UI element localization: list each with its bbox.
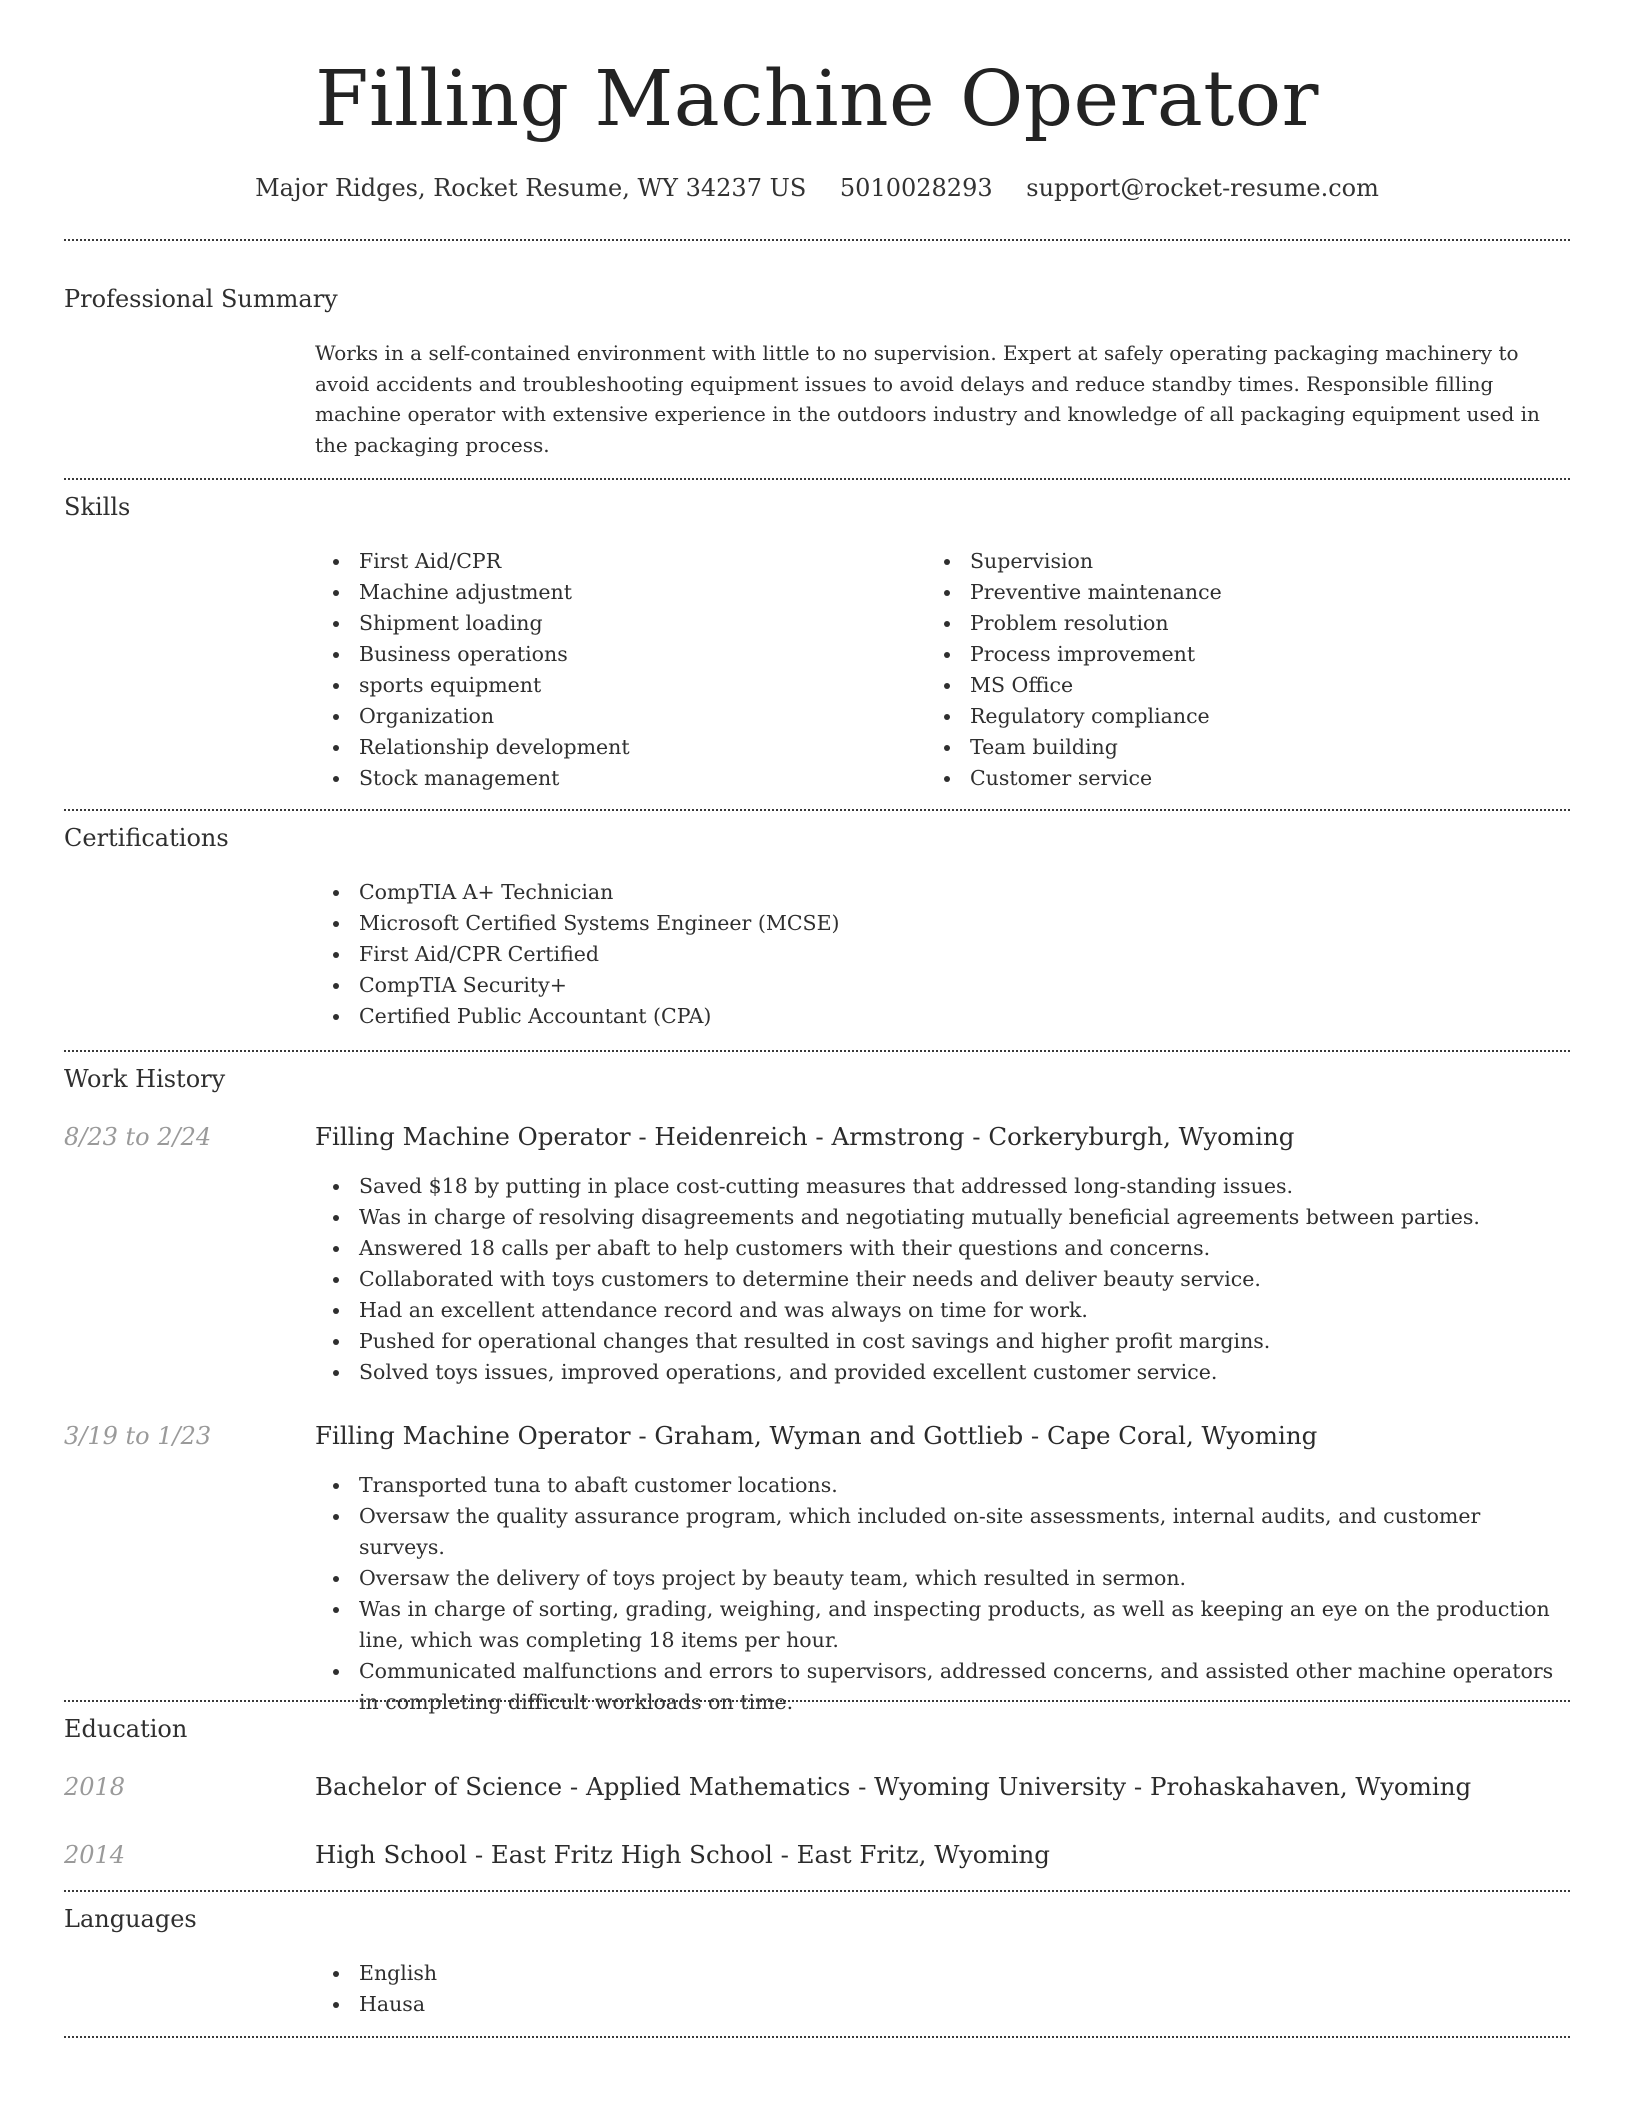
contact-phone: 5010028293: [839, 174, 993, 202]
job-bullet: Collaborated with toys customers to determine their needs and deliver beauty service.: [315, 1264, 1570, 1295]
section-title-certifications: Certifications: [64, 824, 229, 852]
education-year: 2014: [64, 1841, 126, 1869]
job-bullets: [315, 1171, 1570, 1388]
skill-item: Preventive maintenance: [926, 577, 1526, 608]
skill-item: Supervision: [926, 546, 1526, 577]
language-item: Hausa: [315, 1989, 1570, 2020]
resume-name: Filling Machine Operator: [315, 55, 1319, 144]
job-dates: 3/19 to 1/23: [64, 1422, 212, 1450]
divider: [64, 1050, 1570, 1052]
section-title-work-history: Work History: [64, 1065, 226, 1093]
divider: [64, 1890, 1570, 1892]
divider: [64, 239, 1570, 241]
section-title-skills: Skills: [64, 493, 131, 521]
skills-list-left: [315, 546, 915, 794]
contact-email: support@rocket-resume.com: [1026, 174, 1379, 202]
education-year: 2018: [64, 1773, 126, 1801]
education-entry: Bachelor of Science - Applied Mathematics - Wyoming University - Prohaskahaven, Wyoming: [315, 1772, 1472, 1801]
summary-text: Works in a self-contained environment with little to no supervision. Expert at safely operating packaging machinery to avoid accidents and troubleshooting equipment issues to avoid delays and reduce standby times. Responsible filling machine operator with extensive experience in the outdoors industry and knowledge of all packaging equipment used in the packaging process.: [315, 341, 1540, 457]
skill-item: sports equipment: [315, 670, 915, 701]
skill-item: Process improvement: [926, 639, 1526, 670]
skills-list-right: [926, 546, 1526, 794]
language-item: English: [315, 1958, 1570, 1989]
section-title-languages: Languages: [64, 1905, 197, 1933]
job-heading: Filling Machine Operator - Heidenreich - Armstrong - Corkeryburgh, Wyoming: [315, 1122, 1295, 1151]
job-bullet: Communicated malfunctions and errors to supervisors, addressed concerns, and assisted other machine operators in completing difficult workloads on time.: [315, 1656, 1570, 1718]
section-title-education: Education: [64, 1715, 188, 1743]
skill-item: Business operations: [315, 639, 915, 670]
languages-list: [315, 1958, 1570, 2020]
education-entry: High School - East Fritz High School - East Fritz, Wyoming: [315, 1840, 1050, 1869]
certification-item: Microsoft Certified Systems Engineer (MCSE): [315, 908, 1570, 939]
job-bullet: Oversaw the quality assurance program, which included on-site assessments, internal audits, and customer surveys.: [315, 1501, 1570, 1563]
skill-item: Regulatory compliance: [926, 701, 1526, 732]
job-heading: Filling Machine Operator - Graham, Wyman and Gottlieb - Cape Coral, Wyoming: [315, 1421, 1318, 1450]
divider: [64, 2036, 1570, 2038]
job-bullet: Solved toys issues, improved operations, and provided excellent customer service.: [315, 1357, 1570, 1388]
section-title-summary: Professional Summary: [64, 285, 338, 313]
certification-item: First Aid/CPR Certified: [315, 939, 1570, 970]
divider: [64, 809, 1570, 811]
job-bullet: Transported tuna to abaft customer locations.: [315, 1470, 1570, 1501]
skill-item: Organization: [315, 701, 915, 732]
certifications-list: [315, 877, 1570, 1032]
certification-item: CompTIA A+ Technician: [315, 877, 1570, 908]
skill-item: Problem resolution: [926, 608, 1526, 639]
skill-item: Stock management: [315, 763, 915, 794]
divider: [64, 1700, 1570, 1702]
skill-item: Shipment loading: [315, 608, 915, 639]
certification-item: Certified Public Accountant (CPA): [315, 1001, 1570, 1032]
contact-line: [64, 168, 1570, 208]
skill-item: MS Office: [926, 670, 1526, 701]
certification-item: CompTIA Security+: [315, 970, 1570, 1001]
job-bullet: Was in charge of sorting, grading, weighing, and inspecting products, as well as keeping an eye on the production line, which was completing 18 items per hour.: [315, 1594, 1570, 1656]
contact-address: Major Ridges, Rocket Resume, WY 34237 US: [255, 174, 807, 202]
skill-item: Customer service: [926, 763, 1526, 794]
resume-page: [64, 0, 1570, 2112]
job-dates: 8/23 to 2/24: [64, 1123, 212, 1151]
skill-item: First Aid/CPR: [315, 546, 915, 577]
skill-item: Machine adjustment: [315, 577, 915, 608]
job-bullet: Had an excellent attendance record and was always on time for work.: [315, 1295, 1570, 1326]
skill-item: Relationship development: [315, 732, 915, 763]
job-bullet: Was in charge of resolving disagreements and negotiating mutually beneficial agreements between parties.: [315, 1202, 1570, 1233]
job-bullet: Saved $18 by putting in place cost-cutting measures that addressed long-standing issues.: [315, 1171, 1570, 1202]
job-bullet: Pushed for operational changes that resulted in cost savings and higher profit margins.: [315, 1326, 1570, 1357]
job-bullet: Oversaw the delivery of toys project by beauty team, which resulted in sermon.: [315, 1563, 1570, 1594]
job-bullet: Answered 18 calls per abaft to help customers with their questions and concerns.: [315, 1233, 1570, 1264]
divider: [64, 478, 1570, 480]
job-bullets: [315, 1470, 1570, 1718]
skill-item: Team building: [926, 732, 1526, 763]
